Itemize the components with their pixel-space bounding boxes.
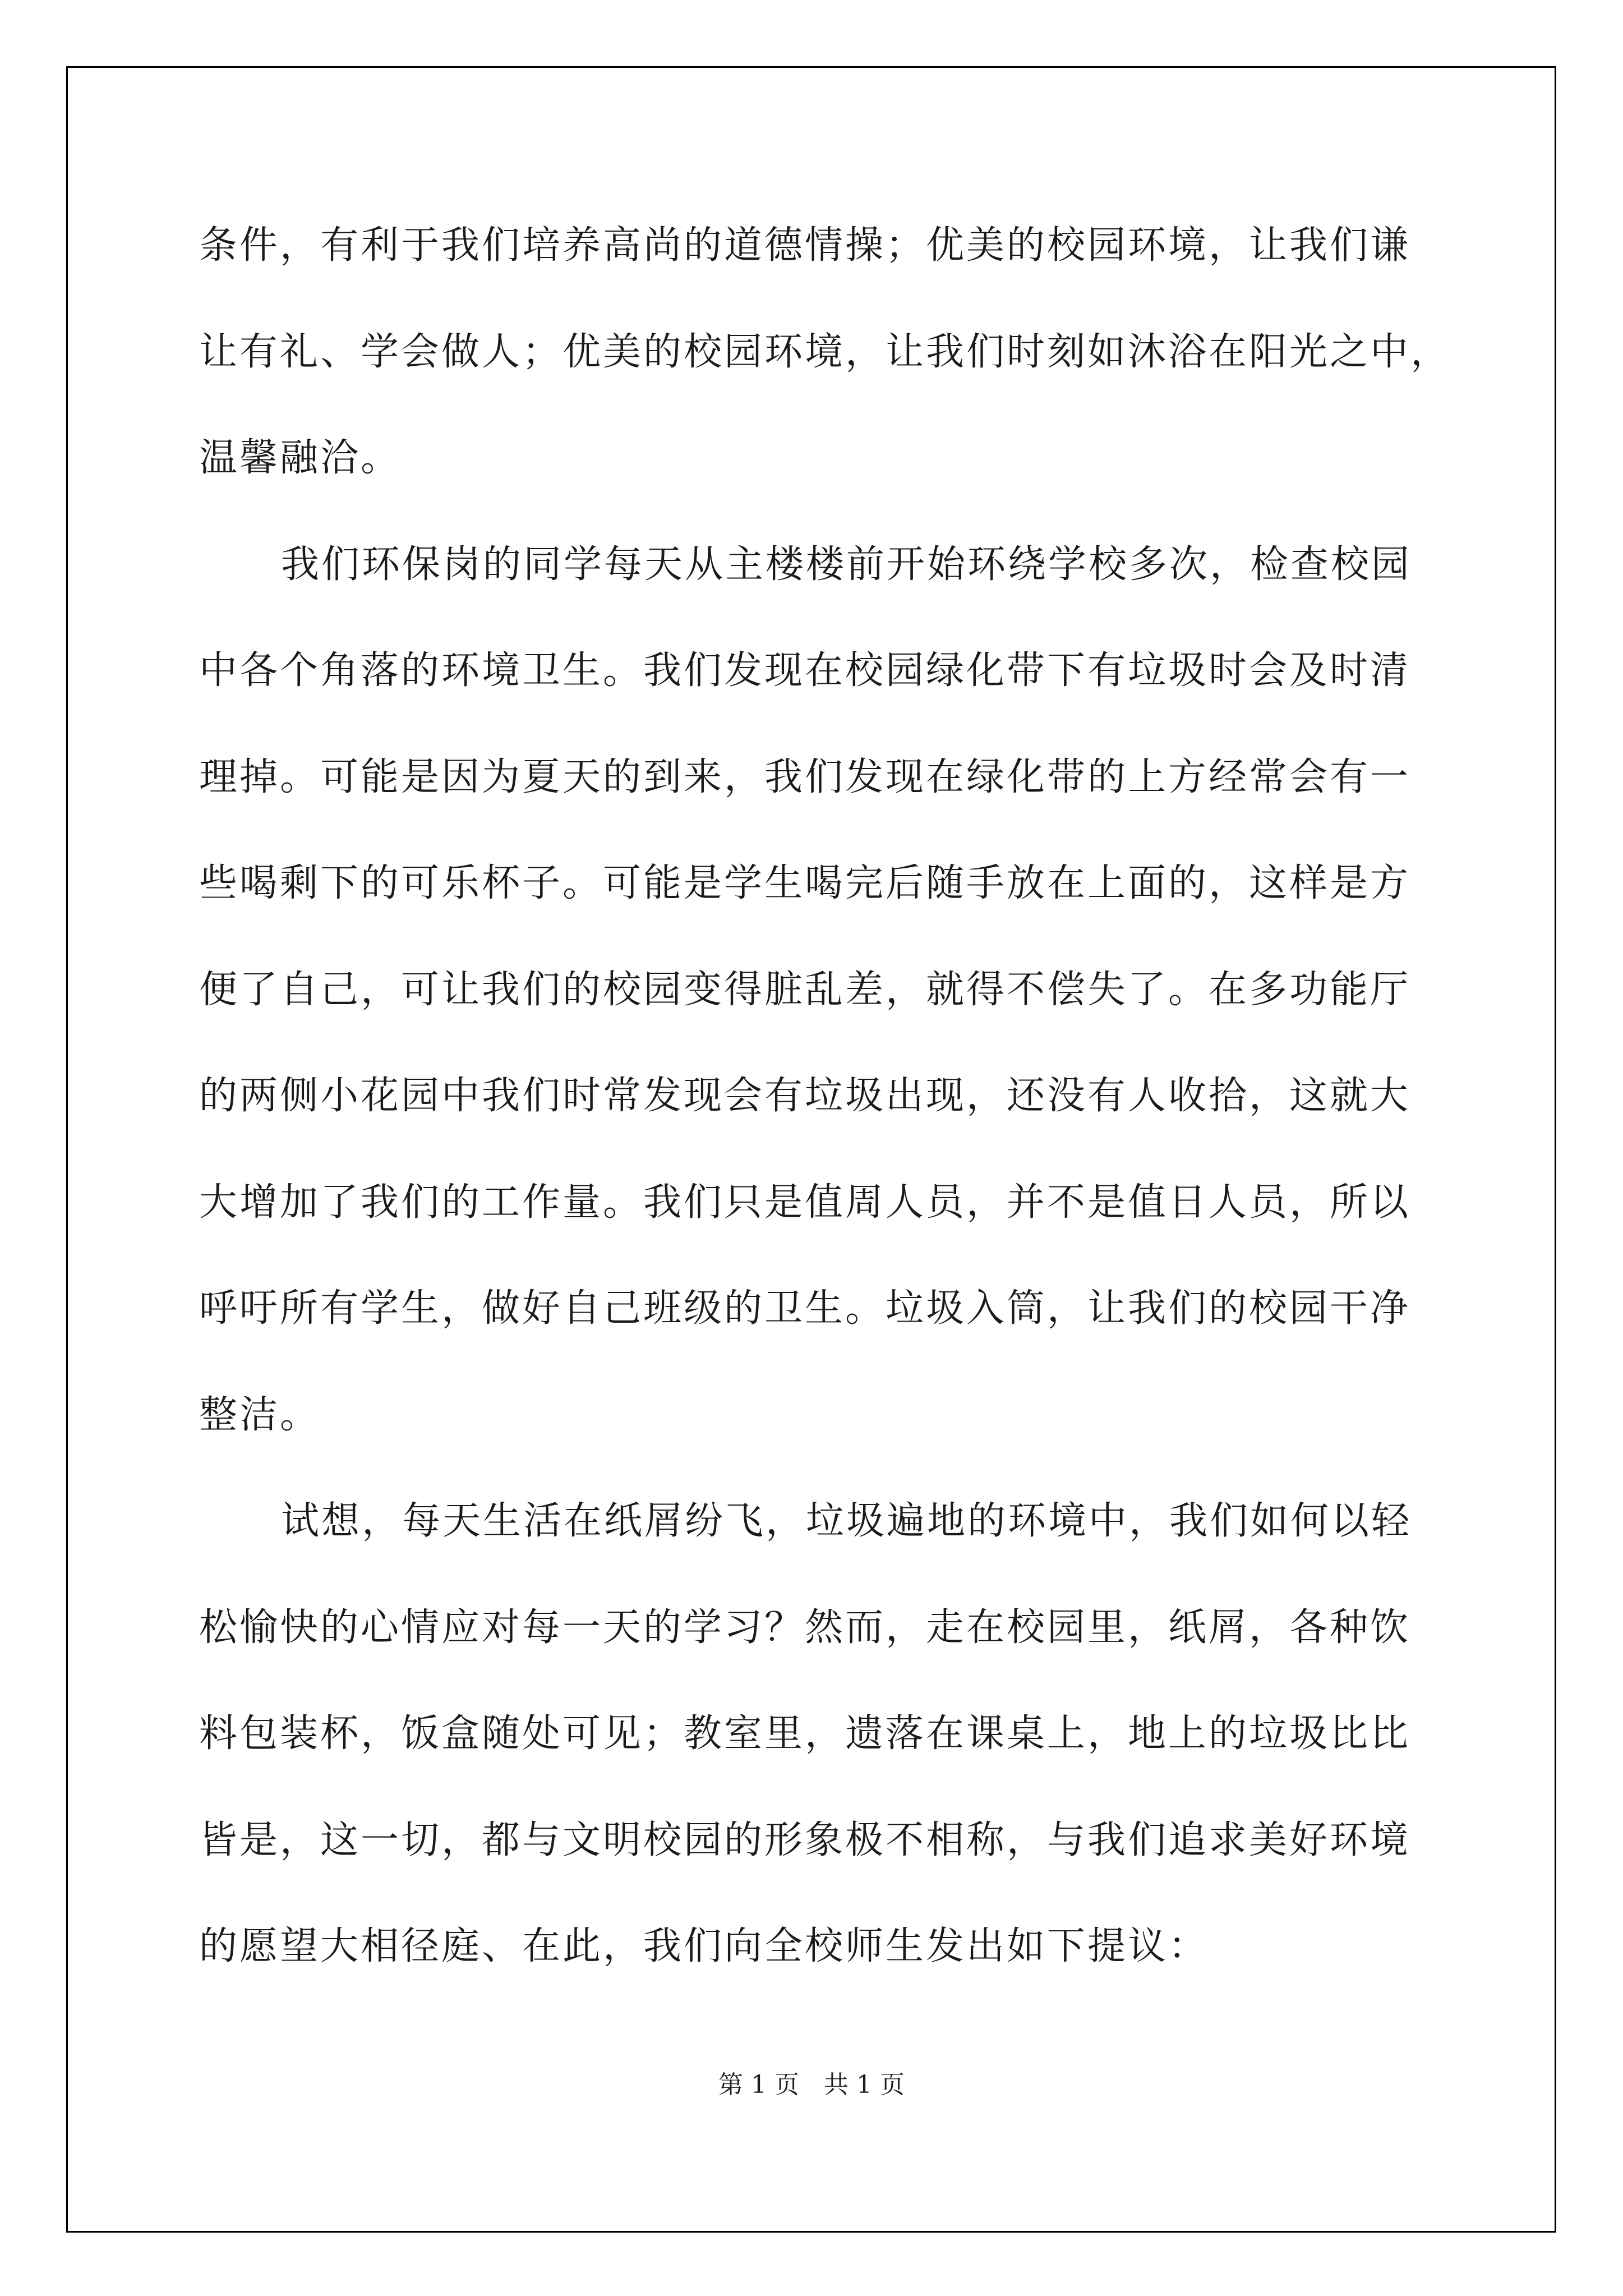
document-body — [199, 219, 1451, 2026]
text-line: 温馨融洽。 — [199, 436, 402, 480]
text-line: 整洁。 — [199, 1392, 321, 1437]
text-line: 些喝剩下的可乐杯子。可能是学生喝完后随手放在上面的，这样是方 — [199, 861, 1411, 905]
text-line: 让有礼、学会做人；优美的校园环境，让我们时刻如沐浴在阳光之中， — [199, 329, 1451, 374]
text-line: 料包装杯，饭盒随处可见；教室里，遗落在课桌上，地上的垃圾比比 — [199, 1711, 1411, 1756]
paragraph-first-line: 我们环保岗的同学每天从主楼楼前开始环绕学校多次，检查校园 — [281, 542, 1412, 587]
text-line: 便了自己，可让我们的校园变得脏乱差，就得不偿失了。在多功能厅 — [199, 967, 1411, 1012]
text-line: 条件，有利于我们培养高尚的道德情操；优美的校园环境，让我们谦 — [199, 223, 1411, 268]
text-line: 皆是，这一切，都与文明校园的形象极不相称，与我们追求美好环境 — [199, 1818, 1411, 1862]
text-line: 的两侧小花园中我们时常发现会有垃圾出现，还没有人收拾，这就大 — [199, 1074, 1411, 1118]
text-line: 理掉。可能是因为夏天的到来，我们发现在绿化带的上方经常会有一 — [199, 754, 1411, 799]
text-line: 的愿望大相径庭、在此，我们向全校师生发出如下提议： — [199, 1924, 1209, 1968]
text-line: 中各个角落的环境卫生。我们发现在校园绿化带下有垃圾时会及时清 — [199, 648, 1411, 693]
text-line: 大增加了我们的工作量。我们只是值周人员，并不是值日人员，所以 — [199, 1180, 1411, 1225]
paragraph-first-line: 试想，每天生活在纸屑纷飞，垃圾遍地的环境中，我们如何以轻 — [281, 1499, 1412, 1543]
page-number-footer: 第 1 页 共 1 页 — [718, 2070, 905, 2099]
text-line: 松愉快的心情应对每一天的学习？然而，走在校园里，纸屑，各种饮 — [199, 1605, 1411, 1650]
text-line: 呼吁所有学生，做好自己班级的卫生。垃圾入筒，让我们的校园干净 — [199, 1286, 1411, 1331]
